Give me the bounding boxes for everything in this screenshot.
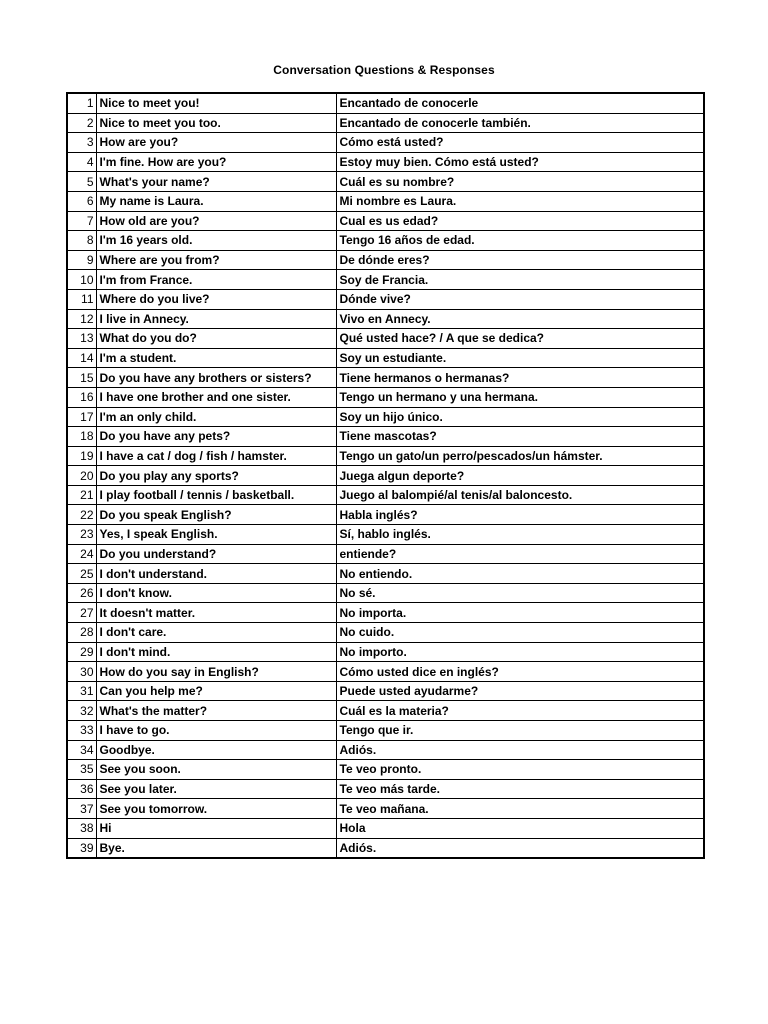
english-phrase: It doesn't matter.: [96, 603, 336, 623]
spanish-phrase: Encantado de conocerle: [336, 93, 704, 113]
table-row: [67, 113, 704, 133]
english-phrase: I'm fine. How are you?: [96, 152, 336, 172]
table-row: [67, 838, 704, 858]
english-phrase: Do you play any sports?: [96, 466, 336, 486]
table-row: [67, 250, 704, 270]
english-phrase: I'm an only child.: [96, 407, 336, 427]
row-number: 23: [67, 525, 96, 545]
english-phrase: I don't mind.: [96, 642, 336, 662]
table-row: [67, 93, 704, 113]
spanish-phrase: No importa.: [336, 603, 704, 623]
table-row: [67, 446, 704, 466]
row-number: 12: [67, 309, 96, 329]
row-number: 26: [67, 583, 96, 603]
row-number: 2: [67, 113, 96, 133]
table-row: [67, 191, 704, 211]
row-number: 4: [67, 152, 96, 172]
english-phrase: See you tomorrow.: [96, 799, 336, 819]
table-row: [67, 525, 704, 545]
table-row: [67, 211, 704, 231]
spanish-phrase: Te veo mañana.: [336, 799, 704, 819]
table-row: [67, 466, 704, 486]
table-row: [67, 348, 704, 368]
spanish-phrase: Soy un estudiante.: [336, 348, 704, 368]
spanish-phrase: Soy de Francia.: [336, 270, 704, 290]
english-phrase: I'm 16 years old.: [96, 231, 336, 251]
table-row: [67, 544, 704, 564]
row-number: 14: [67, 348, 96, 368]
spanish-phrase: Te veo pronto.: [336, 760, 704, 780]
spanish-phrase: Cómo usted dice en inglés?: [336, 662, 704, 682]
english-phrase: I have a cat / dog / fish / hamster.: [96, 446, 336, 466]
spanish-phrase: Sí, hablo inglés.: [336, 525, 704, 545]
english-phrase: I'm a student.: [96, 348, 336, 368]
spanish-phrase: Adiós.: [336, 740, 704, 760]
table-row: [67, 623, 704, 643]
spanish-phrase: Tengo que ir.: [336, 721, 704, 741]
row-number: 38: [67, 818, 96, 838]
table-row: [67, 270, 704, 290]
english-phrase: Do you have any pets?: [96, 427, 336, 447]
table-row: [67, 681, 704, 701]
english-phrase: Bye.: [96, 838, 336, 858]
spanish-phrase: Vivo en Annecy.: [336, 309, 704, 329]
row-number: 31: [67, 681, 96, 701]
english-phrase: I don't care.: [96, 623, 336, 643]
table-row: [67, 231, 704, 251]
table-row: [67, 564, 704, 584]
english-phrase: Do you understand?: [96, 544, 336, 564]
english-phrase: Do you speak English?: [96, 505, 336, 525]
table-row: [67, 427, 704, 447]
table-row: [67, 603, 704, 623]
spanish-phrase: Cómo está usted?: [336, 133, 704, 153]
table-row: [67, 740, 704, 760]
english-phrase: I have one brother and one sister.: [96, 387, 336, 407]
table-row: [67, 583, 704, 603]
row-number: 7: [67, 211, 96, 231]
table-row: [67, 407, 704, 427]
row-number: 30: [67, 662, 96, 682]
english-phrase: I have to go.: [96, 721, 336, 741]
spanish-phrase: Dónde vive?: [336, 289, 704, 309]
spanish-phrase: No entiendo.: [336, 564, 704, 584]
spanish-phrase: Cual es us edad?: [336, 211, 704, 231]
spanish-phrase: Juego al balompié/al tenis/al baloncesto.: [336, 485, 704, 505]
spanish-phrase: Tengo un hermano y una hermana.: [336, 387, 704, 407]
english-phrase: I don't understand.: [96, 564, 336, 584]
spanish-phrase: No sé.: [336, 583, 704, 603]
table-row: [67, 387, 704, 407]
spanish-phrase: Tengo 16 años de edad.: [336, 231, 704, 251]
row-number: 10: [67, 270, 96, 290]
row-number: 11: [67, 289, 96, 309]
table-row: [67, 485, 704, 505]
table-row: [67, 172, 704, 192]
row-number: 34: [67, 740, 96, 760]
spanish-phrase: Te veo más tarde.: [336, 779, 704, 799]
row-number: 24: [67, 544, 96, 564]
row-number: 33: [67, 721, 96, 741]
row-number: 5: [67, 172, 96, 192]
spanish-phrase: Soy un hijo único.: [336, 407, 704, 427]
spanish-phrase: Tiene hermanos o hermanas?: [336, 368, 704, 388]
table-row: [67, 329, 704, 349]
table-row: [67, 779, 704, 799]
table-row: [67, 309, 704, 329]
spanish-phrase: No cuido.: [336, 623, 704, 643]
english-phrase: I'm from France.: [96, 270, 336, 290]
table-row: [67, 368, 704, 388]
spanish-phrase: Encantado de conocerle también.: [336, 113, 704, 133]
spanish-phrase: entiende?: [336, 544, 704, 564]
table-row: [67, 721, 704, 741]
conversation-table: [66, 92, 705, 859]
english-phrase: My name is Laura.: [96, 191, 336, 211]
table-row: [67, 642, 704, 662]
english-phrase: Nice to meet you!: [96, 93, 336, 113]
english-phrase: How do you say in English?: [96, 662, 336, 682]
row-number: 18: [67, 427, 96, 447]
row-number: 3: [67, 133, 96, 153]
english-phrase: How are you?: [96, 133, 336, 153]
spanish-phrase: Adiós.: [336, 838, 704, 858]
row-number: 36: [67, 779, 96, 799]
english-phrase: See you later.: [96, 779, 336, 799]
english-phrase: Hi: [96, 818, 336, 838]
row-number: 27: [67, 603, 96, 623]
spanish-phrase: Tiene mascotas?: [336, 427, 704, 447]
row-number: 35: [67, 760, 96, 780]
table-row: [67, 701, 704, 721]
row-number: 1: [67, 93, 96, 113]
spanish-phrase: Mi nombre es Laura.: [336, 191, 704, 211]
table-row: [67, 662, 704, 682]
spanish-phrase: Hola: [336, 818, 704, 838]
row-number: 19: [67, 446, 96, 466]
row-number: 13: [67, 329, 96, 349]
english-phrase: How old are you?: [96, 211, 336, 231]
table-row: [67, 818, 704, 838]
row-number: 22: [67, 505, 96, 525]
english-phrase: Where are you from?: [96, 250, 336, 270]
english-phrase: I live in Annecy.: [96, 309, 336, 329]
english-phrase: What do you do?: [96, 329, 336, 349]
row-number: 8: [67, 231, 96, 251]
table-row: [67, 289, 704, 309]
english-phrase: Where do you live?: [96, 289, 336, 309]
english-phrase: What's your name?: [96, 172, 336, 192]
spanish-phrase: Tengo un gato/un perro/pescados/un hámster.: [336, 446, 704, 466]
spanish-phrase: Qué usted hace? / A que se dedica?: [336, 329, 704, 349]
spanish-phrase: De dónde eres?: [336, 250, 704, 270]
row-number: 25: [67, 564, 96, 584]
row-number: 29: [67, 642, 96, 662]
row-number: 39: [67, 838, 96, 858]
row-number: 16: [67, 387, 96, 407]
english-phrase: Yes, I speak English.: [96, 525, 336, 545]
row-number: 6: [67, 191, 96, 211]
table-row: [67, 152, 704, 172]
english-phrase: Can you help me?: [96, 681, 336, 701]
table-row: [67, 505, 704, 525]
row-number: 32: [67, 701, 96, 721]
english-phrase: I play football / tennis / basketball.: [96, 485, 336, 505]
english-phrase: I don't know.: [96, 583, 336, 603]
spanish-phrase: Habla inglés?: [336, 505, 704, 525]
english-phrase: Goodbye.: [96, 740, 336, 760]
table-row: [67, 799, 704, 819]
page-title: Conversation Questions & Responses: [273, 63, 495, 77]
row-number: 15: [67, 368, 96, 388]
english-phrase: See you soon.: [96, 760, 336, 780]
row-number: 28: [67, 623, 96, 643]
row-number: 20: [67, 466, 96, 486]
row-number: 37: [67, 799, 96, 819]
spanish-phrase: Juega algun deporte?: [336, 466, 704, 486]
spanish-phrase: No importo.: [336, 642, 704, 662]
english-phrase: What's the matter?: [96, 701, 336, 721]
table-row: [67, 133, 704, 153]
table-row: [67, 760, 704, 780]
row-number: 17: [67, 407, 96, 427]
conversation-table-body: [67, 93, 704, 858]
spanish-phrase: Estoy muy bien. Cómo está usted?: [336, 152, 704, 172]
english-phrase: Do you have any brothers or sisters?: [96, 368, 336, 388]
spanish-phrase: Cuál es su nombre?: [336, 172, 704, 192]
spanish-phrase: Cuál es la materia?: [336, 701, 704, 721]
spanish-phrase: Puede usted ayudarme?: [336, 681, 704, 701]
row-number: 9: [67, 250, 96, 270]
english-phrase: Nice to meet you too.: [96, 113, 336, 133]
row-number: 21: [67, 485, 96, 505]
